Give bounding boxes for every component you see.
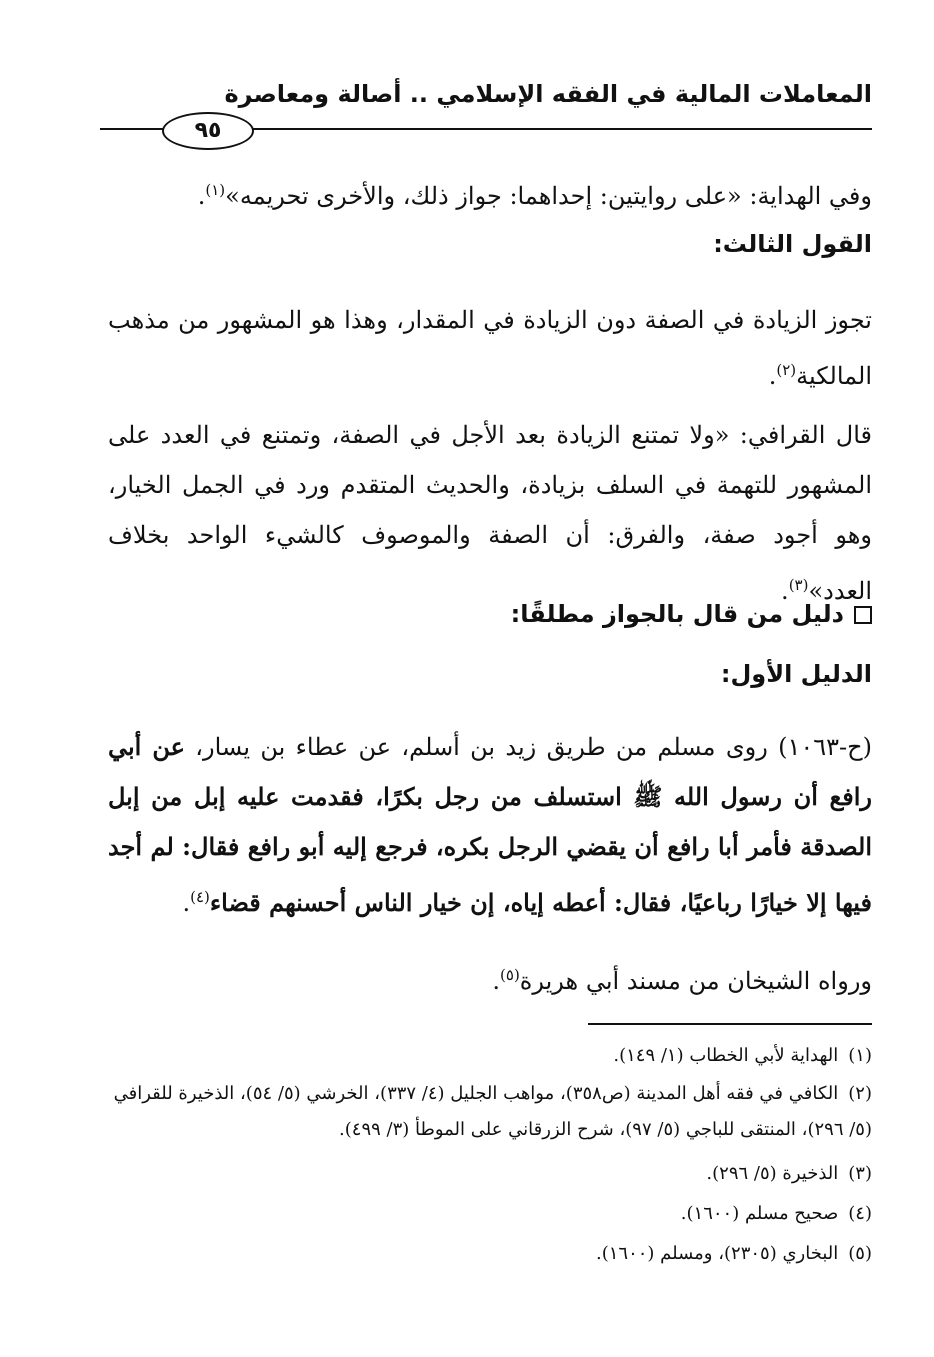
footnote-text: صحيح مسلم (١٦٠٠). <box>680 1203 839 1224</box>
paragraph-qarafi: قال القرافي: «ولا تمتنع الزيادة بعد الأجل في الصفة، وتمتنع في العدد على المشهور للتهمة في السلف بزيادة، والحديث المتقدم ورد في الجمل الخيار، وهو أجود صفة، والفرق: أن الصفة والموصوف كالشيء الواحد بخلاف العدد»$^{(٣)}$. <box>108 421 872 605</box>
square-bullet-icon <box>854 606 872 624</box>
hadith-intro: (ح-١٠٦٣) روى مسلم من طريق زيد بن أسلم، عن عطاء بن يسار، <box>195 733 873 761</box>
footnote-ref: (٤) <box>190 888 210 906</box>
footnote-text: الكافي في فقه أهل المدينة (ص٣٥٨)، مواهب الجليل (٤/ ٣٣٧)، الخرشي (٥/ ٥٤)، الذخيرة للقرافي (٥/ ٢٩٦)، المنتقى للباجي (٥/ ٩٧)، شرح الزرقاني على الموطأ (٣/ ٤٩٩). <box>113 1083 872 1140</box>
footnote-ref: (٢) <box>776 361 797 379</box>
footnote-4 <box>108 1196 872 1232</box>
footnote-text: الهداية لأبي الخطاب (١/ ١٤٩). <box>613 1045 839 1066</box>
footnote-number: (٥) <box>848 1243 872 1264</box>
footnote-number: (١) <box>848 1045 872 1066</box>
paragraph-text: تجوز الزيادة في الصفة دون الزيادة في المقدار، وهذا هو المشهور من مذهب المالكية <box>108 306 872 390</box>
paragraph-text: قال القرافي: «ولا تمتنع الزيادة بعد الأجل في الصفة، وتمتنع في العدد على المشهور للتهمة في السلف بزيادة، والحديث المتقدم ورد في الجمل الخيار، وهو أجود صفة، والفرق: أن الصفة والموصوف كالشيء الواحد بخلاف العدد» <box>108 421 872 605</box>
section-heading-text: دليل من قال بالجواز مطلقًا: <box>510 600 844 628</box>
footnote-number: (٢) <box>848 1083 872 1104</box>
footnote-2 <box>108 1076 872 1148</box>
paragraph-shaykhan: ورواه الشيخان من مسند أبي هريرة$^{(٥)}$. <box>492 966 872 995</box>
footnote-1 <box>108 1038 872 1074</box>
footnote-5 <box>108 1236 872 1272</box>
paragraph-third-opinion: تجوز الزيادة في الصفة دون الزيادة في المقدار، وهذا هو المشهور من مذهب المالكية$^{(٢)}$. <box>108 306 872 390</box>
paragraph-hidaya: وفي الهداية: «على روايتين: إحداهما: جواز ذلك، والأخرى تحريمه»$^{(١)}$. <box>197 181 872 210</box>
footnote-ref: (١) <box>205 181 226 199</box>
heading-first-evidence: الدليل الأول: <box>720 660 872 688</box>
footnote-text: البخاري (٢٣٠٥)، ومسلم (١٦٠٠). <box>595 1243 839 1264</box>
footnote-3 <box>108 1156 872 1192</box>
footnote-text: الذخيرة (٥/ ٢٩٦). <box>706 1163 839 1184</box>
paragraph-text: ورواه الشيخان من مسند أبي هريرة <box>519 967 872 995</box>
footnote-ref: (٥) <box>500 966 520 984</box>
running-header-title: المعاملات المالية في الفقه الإسلامي .. أصالة ومعاصرة <box>224 80 872 108</box>
section-heading <box>511 600 872 628</box>
footnote-separator <box>588 1023 872 1025</box>
footnote-number: (٣) <box>848 1163 872 1184</box>
footnote-ref: (٣) <box>788 576 809 594</box>
heading-third-opinion: القول الثالث: <box>713 230 872 258</box>
page-number: ٩٥ <box>162 112 254 150</box>
paragraph-text: وفي الهداية: «على روايتين: إحداهما: جواز ذلك، والأخرى تحريمه» <box>225 182 872 210</box>
footnote-number: (٤) <box>848 1203 872 1224</box>
paragraph-hadith: (ح-١٠٦٣) روى مسلم من طريق زيد بن أسلم، عن عطاء بن يسار، عن أبي رافع أن رسول الله ﷺ استسلف من رجل بكرًا، فقدمت عليه إبل من إبل الصدقة فأمر أبا رافع أن يقضي الرجل بكره، فرجع إليه أبو رافع فقال: لم أجد فيها إلا خيارًا رباعيًا، فقال: أعطه إياه، إن خيار الناس أحسنهم قضاء$^{(٤)}$. <box>108 732 873 917</box>
hadith-text: عن أبي رافع أن رسول الله ﷺ استسلف من رجل بكرًا، فقدمت عليه إبل من إبل الصدقة فأمر أبا رافع أن يقضي الرجل بكره، فرجع إليه أبو رافع فقال: لم أجد فيها إلا خيارًا رباعيًا، فقال: أعطه إياه، إن خيار الناس أحسنهم قضاء <box>108 732 873 917</box>
